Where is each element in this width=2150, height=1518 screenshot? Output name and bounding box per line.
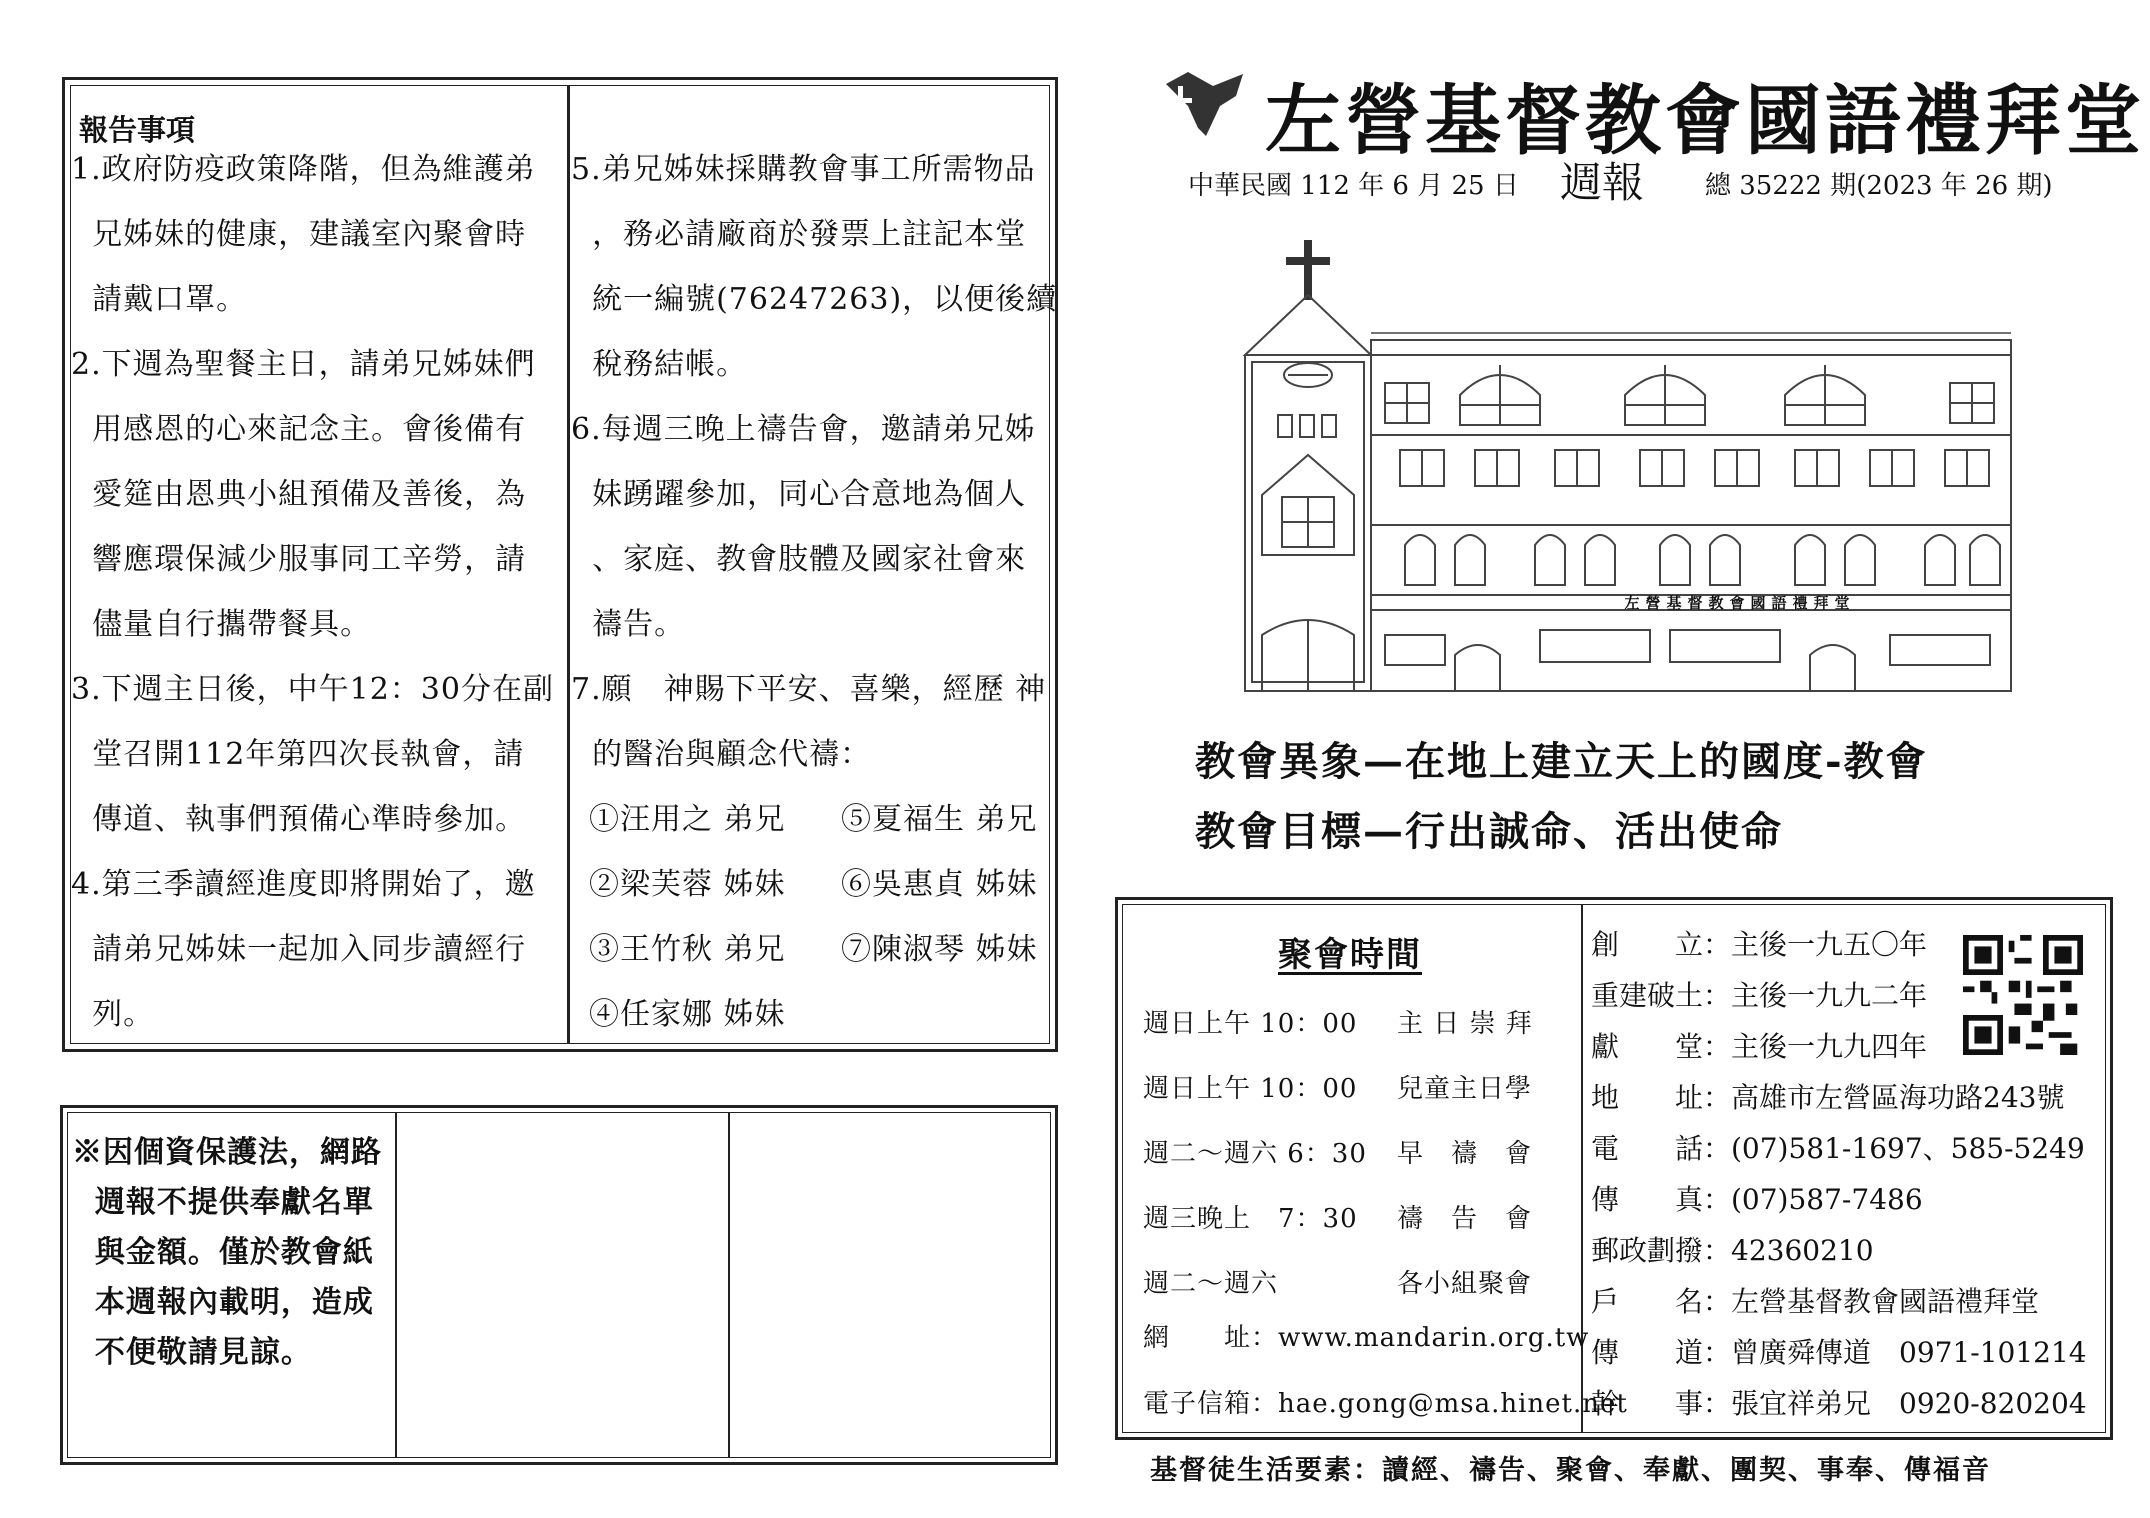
announcement-line: 6.每週三晚上禱告會，邀請弟兄姊 xyxy=(571,412,1036,447)
church-info-line: 傳 道：曾廣舜傳道 0971-101214 xyxy=(1591,1336,2087,1369)
announcement-line: ，務必請廠商於發票上註記本堂 xyxy=(571,217,1027,252)
church-info-line: 戶 名：左營基督教會國語禮拜堂 xyxy=(1591,1285,2040,1318)
prayer-list-item: ⑥吳惠貞 姊妹 xyxy=(841,867,1038,902)
column-divider xyxy=(728,1113,730,1457)
church-building-illustration xyxy=(1240,235,2020,699)
schedule-event: 早 禱 會 xyxy=(1397,1139,1533,1169)
schedule-time: 週日上午 10：00 xyxy=(1143,1009,1358,1039)
church-info-line: 重建破土：主後一九九二年 xyxy=(1591,979,1928,1012)
prayer-list-item: ②梁芙蓉 姊妹 xyxy=(589,867,786,902)
privacy-line: 與金額。僅於教會紙 xyxy=(72,1235,374,1270)
schedule-event: 主 日 崇 拜 xyxy=(1397,1009,1533,1039)
church-info-line: 郵政劃撥：42360210 xyxy=(1591,1234,1874,1267)
prayer-list-item: ⑤夏福生 弟兄 xyxy=(841,802,1038,837)
bulletin-date: 中華民國 112 年 6 月 25 日 xyxy=(1188,171,1519,201)
announcement-line: 列。 xyxy=(71,997,155,1032)
announcement-line: 統一編號(76247263)，以便後續 xyxy=(571,282,1058,317)
schedule-time: 週三晚上 7：30 xyxy=(1143,1204,1358,1234)
building-sign: 左營基督教會國語禮拜堂 xyxy=(1624,594,1856,612)
church-name-title: 左營基督教會國語禮拜堂 xyxy=(1265,76,2145,165)
church-info-box xyxy=(1115,897,2113,1440)
announcement-line: 傳道、執事們預備心準時參加。 xyxy=(71,802,527,837)
announcement-line: 兄姊妹的健康，建議室內聚會時 xyxy=(71,217,527,252)
announcement-line: 的醫治與顧念代禱： xyxy=(571,737,872,772)
announcements-title: 報告事項 xyxy=(79,113,196,147)
qr-code xyxy=(1963,935,2083,1059)
announcement-line: 響應環保減少服事同工辛勞，請 xyxy=(71,542,527,577)
schedule-title: 聚會時間 xyxy=(1278,935,1422,975)
bulletin-weekly-label: 週報 xyxy=(1560,158,1645,207)
church-info-line: 地 址：高雄市左營區海功路243號 xyxy=(1591,1081,2065,1114)
privacy-line: 不便敬請見諒。 xyxy=(72,1335,312,1370)
church-info-line: 獻 堂：主後一九九四年 xyxy=(1591,1030,1928,1063)
announcement-line: 愛筵由恩典小組預備及善後，為 xyxy=(71,477,527,512)
announcement-line: 儘量自行攜帶餐具。 xyxy=(71,607,372,642)
prayer-list-item: ④任家娜 姊妹 xyxy=(589,997,786,1032)
schedule-time: 週二～週六 xyxy=(1143,1269,1279,1299)
announcement-line: 4.第三季讀經進度即將開始了，邀 xyxy=(71,867,536,902)
bulletin-issue-number: 總 35222 期(2023 年 26 期) xyxy=(1705,171,2053,201)
announcement-line: 請戴口罩。 xyxy=(71,282,248,317)
privacy-line: 週報不提供奉獻名單 xyxy=(72,1185,374,1220)
announcement-line: 稅務結帳。 xyxy=(571,347,748,382)
website-link[interactable]: 網 址：www.mandarin.org.tw xyxy=(1143,1323,1590,1353)
column-divider xyxy=(395,1113,397,1457)
church-goal: 教會目標—行出誠命、活出使命 xyxy=(1195,808,1783,855)
announcement-line: 用感恩的心來記念主。會後備有 xyxy=(71,412,527,447)
column-divider xyxy=(567,86,570,1043)
announcement-line: 1.政府防疫政策降階，但為維護弟 xyxy=(71,152,536,187)
privacy-line: ※因個資保護法，網路 xyxy=(72,1135,382,1170)
schedule-time: 週日上午 10：00 xyxy=(1143,1074,1358,1104)
schedule-event: 兒童主日學 xyxy=(1397,1074,1533,1104)
privacy-line: 本週報內載明，造成 xyxy=(72,1285,374,1320)
prayer-list-item: ③王竹秋 弟兄 xyxy=(589,932,786,967)
announcement-line: 請弟兄姊妹一起加入同步讀經行 xyxy=(71,932,527,967)
announcements-box xyxy=(62,77,1058,1052)
announcement-line: 2.下週為聖餐主日，請弟兄姊妹們 xyxy=(71,347,536,382)
church-info-line: 創 立：主後一九五〇年 xyxy=(1591,928,1928,961)
schedule-time: 週二～週六 6：30 xyxy=(1143,1139,1367,1169)
announcement-line: 堂召開112年第四次長執會，請 xyxy=(71,737,525,772)
prayer-list-item: ⑦陳淑琴 姊妹 xyxy=(841,932,1038,967)
church-info-line: 幹 事：張宜祥弟兄 0920-820204 xyxy=(1591,1387,2087,1420)
christian-life-essentials: 基督徒生活要素：讀經、禱告、聚會、奉獻、團契、事奉、傳福音 xyxy=(1150,1455,1991,1486)
prayer-list-item: ①汪用之 弟兄 xyxy=(589,802,786,837)
email-address[interactable]: 電子信箱：hae.gong@msa.hinet.net xyxy=(1143,1389,1628,1419)
announcement-line: 5.弟兄姊妹採購教會事工所需物品 xyxy=(571,152,1036,187)
announcement-line: 禱告。 xyxy=(571,607,686,642)
privacy-notice-box xyxy=(60,1105,1058,1465)
announcement-line: 3.下週主日後，中午12：30分在副 xyxy=(71,672,554,707)
church-logo xyxy=(1158,66,1253,150)
announcement-line: 妹踴躍參加，同心合意地為個人 xyxy=(571,477,1027,512)
church-vision: 教會異象—在地上建立天上的國度-教會 xyxy=(1195,738,1928,785)
announcement-line: 、家庭、教會肢體及國家社會來 xyxy=(571,542,1027,577)
schedule-event: 禱 告 會 xyxy=(1397,1204,1533,1234)
announcement-line: 7.願 神賜下平安、喜樂，經歷 神 xyxy=(571,672,1047,707)
church-info-line: 電 話：(07)581-1697、585-5249 xyxy=(1591,1132,2085,1165)
church-info-line: 傳 真：(07)587-7486 xyxy=(1591,1183,1923,1216)
schedule-event: 各小組聚會 xyxy=(1397,1269,1533,1299)
